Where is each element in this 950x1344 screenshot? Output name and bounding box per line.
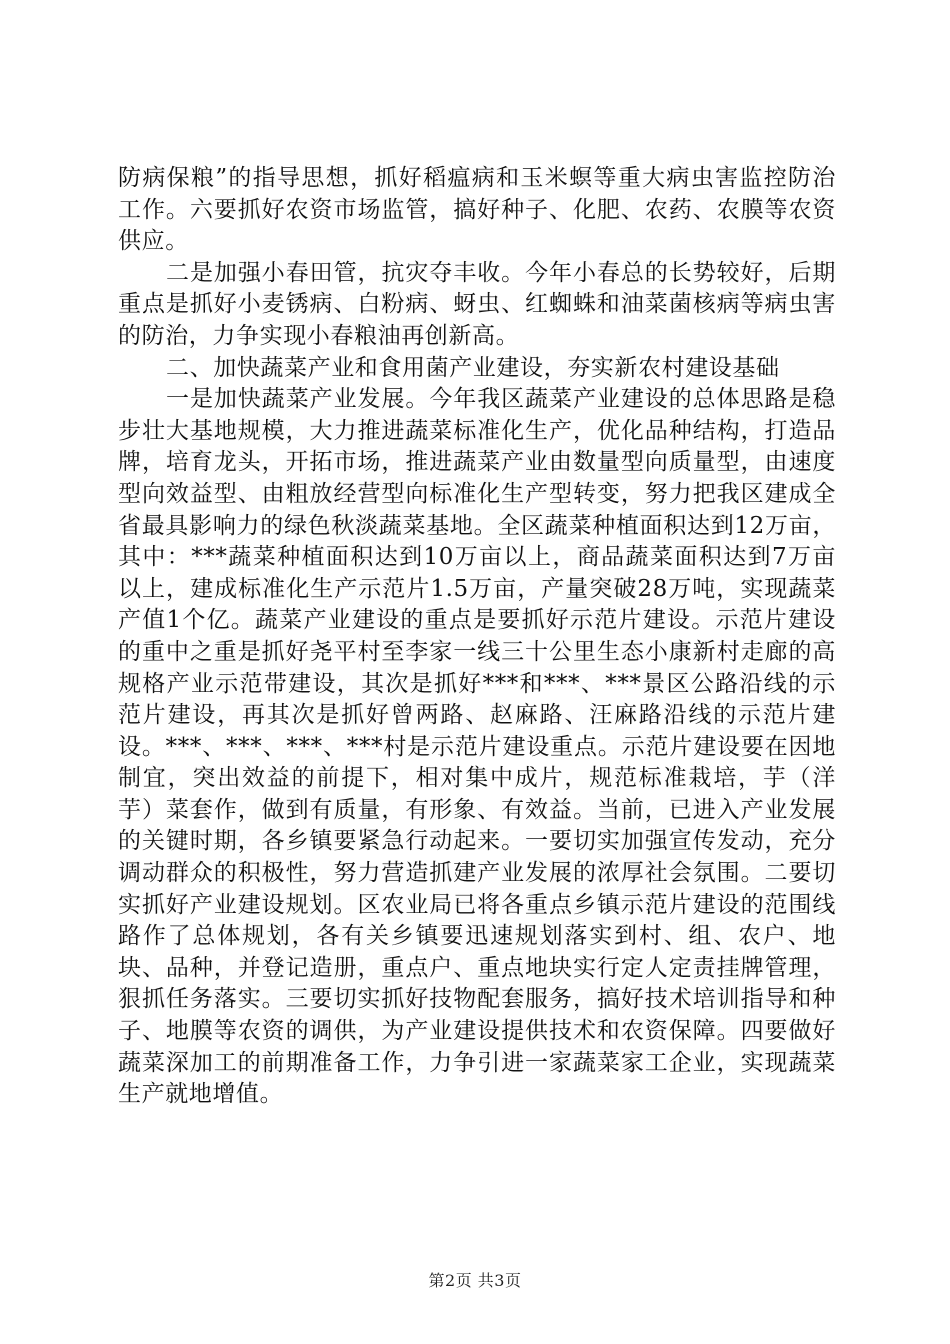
body-paragraph-continued: 防病保粮”的指导思想，抓好稻瘟病和玉米螟等重大病虫害监控防治工作。六要抓好农资市场监管，搞好种子、化肥、农药、农膜等农资供应。 — [118, 165, 836, 255]
document-body — [118, 163, 836, 1111]
page-number-footer: 第2页 共3页 — [428, 1271, 522, 1290]
section-heading-vegetable-industry: 二、加快蔬菜产业和食用菌产业建设，夯实新农村建设基础 — [166, 354, 780, 381]
body-paragraph-vegetable-development: 一是加快蔬菜产业发展。今年我区蔬菜产业建设的总体思路是稳步壮大基地规模，大力推进蔬菜标准化生产，优化品种结构，打造品牌，培育龙头，开拓市场，推进蔬菜产业由数量型向质量型，由速度型向效益型、由粗放经营型向标准化生产型转变，努力把我区建成全省最具影响力的绿色秋淡蔬菜基地。全区蔬菜种植面积达到12万亩，其中：***蔬菜种植面积达到10万亩以上，商品蔬菜面积达到7万亩以上，建成标准化生产示范片1.5万亩，产量突破28万吨，实现蔬菜产值1个亿。蔬菜产业建设的重点是要抓好示范片建设。示范片建设的重中之重是抓好尧平村至李家一线三十公里生态小康新村走廊的高规格产业示范带建设，其次是抓好***和***、***景区公路沿线的示范片建设，再其次是抓好曾两路、赵麻路、汪麻路沿线的示范片建设。***、***、***、***村是示范片建设重点。示范片建设要在因地制宜，突出效益的前提下，相对集中成片，规范标准栽培，芋（洋芋）菜套作，做到有质量，有形象、有效益。当前，已进入产业发展的关键时期，各乡镇要紧急行动起来。一要切实加强宣传发动，充分调动群众的积极性，努力营造抓建产业发展的浓厚社会氛围。二要切实抓好产业建设规划。区农业局已将各重点乡镇示范片建设的范围线路作了总体规划，各有关乡镇要迅速规划落实到村、组、农户、地块、品种，并登记造册，重点户、重点地块实行定人定责挂牌管理，狠抓任务落实。三要切实抓好技物配套服务，搞好技术培训指导和种子、地膜等农资的调供，为产业建设提供技术和农资保障。四要做好蔬菜深加工的前期准备工作，力争引进一家蔬菜家工企业，实现蔬菜生产就地增值。 — [118, 386, 836, 1108]
body-paragraph-spring-field: 二是加强小春田管，抗灾夺丰收。今年小春总的长势较好，后期重点是抓好小麦锈病、白粉病、蚜虫、红蜘蛛和油菜菌核病等病虫害的防治，力争实现小春粮油再创新高。 — [118, 259, 836, 349]
